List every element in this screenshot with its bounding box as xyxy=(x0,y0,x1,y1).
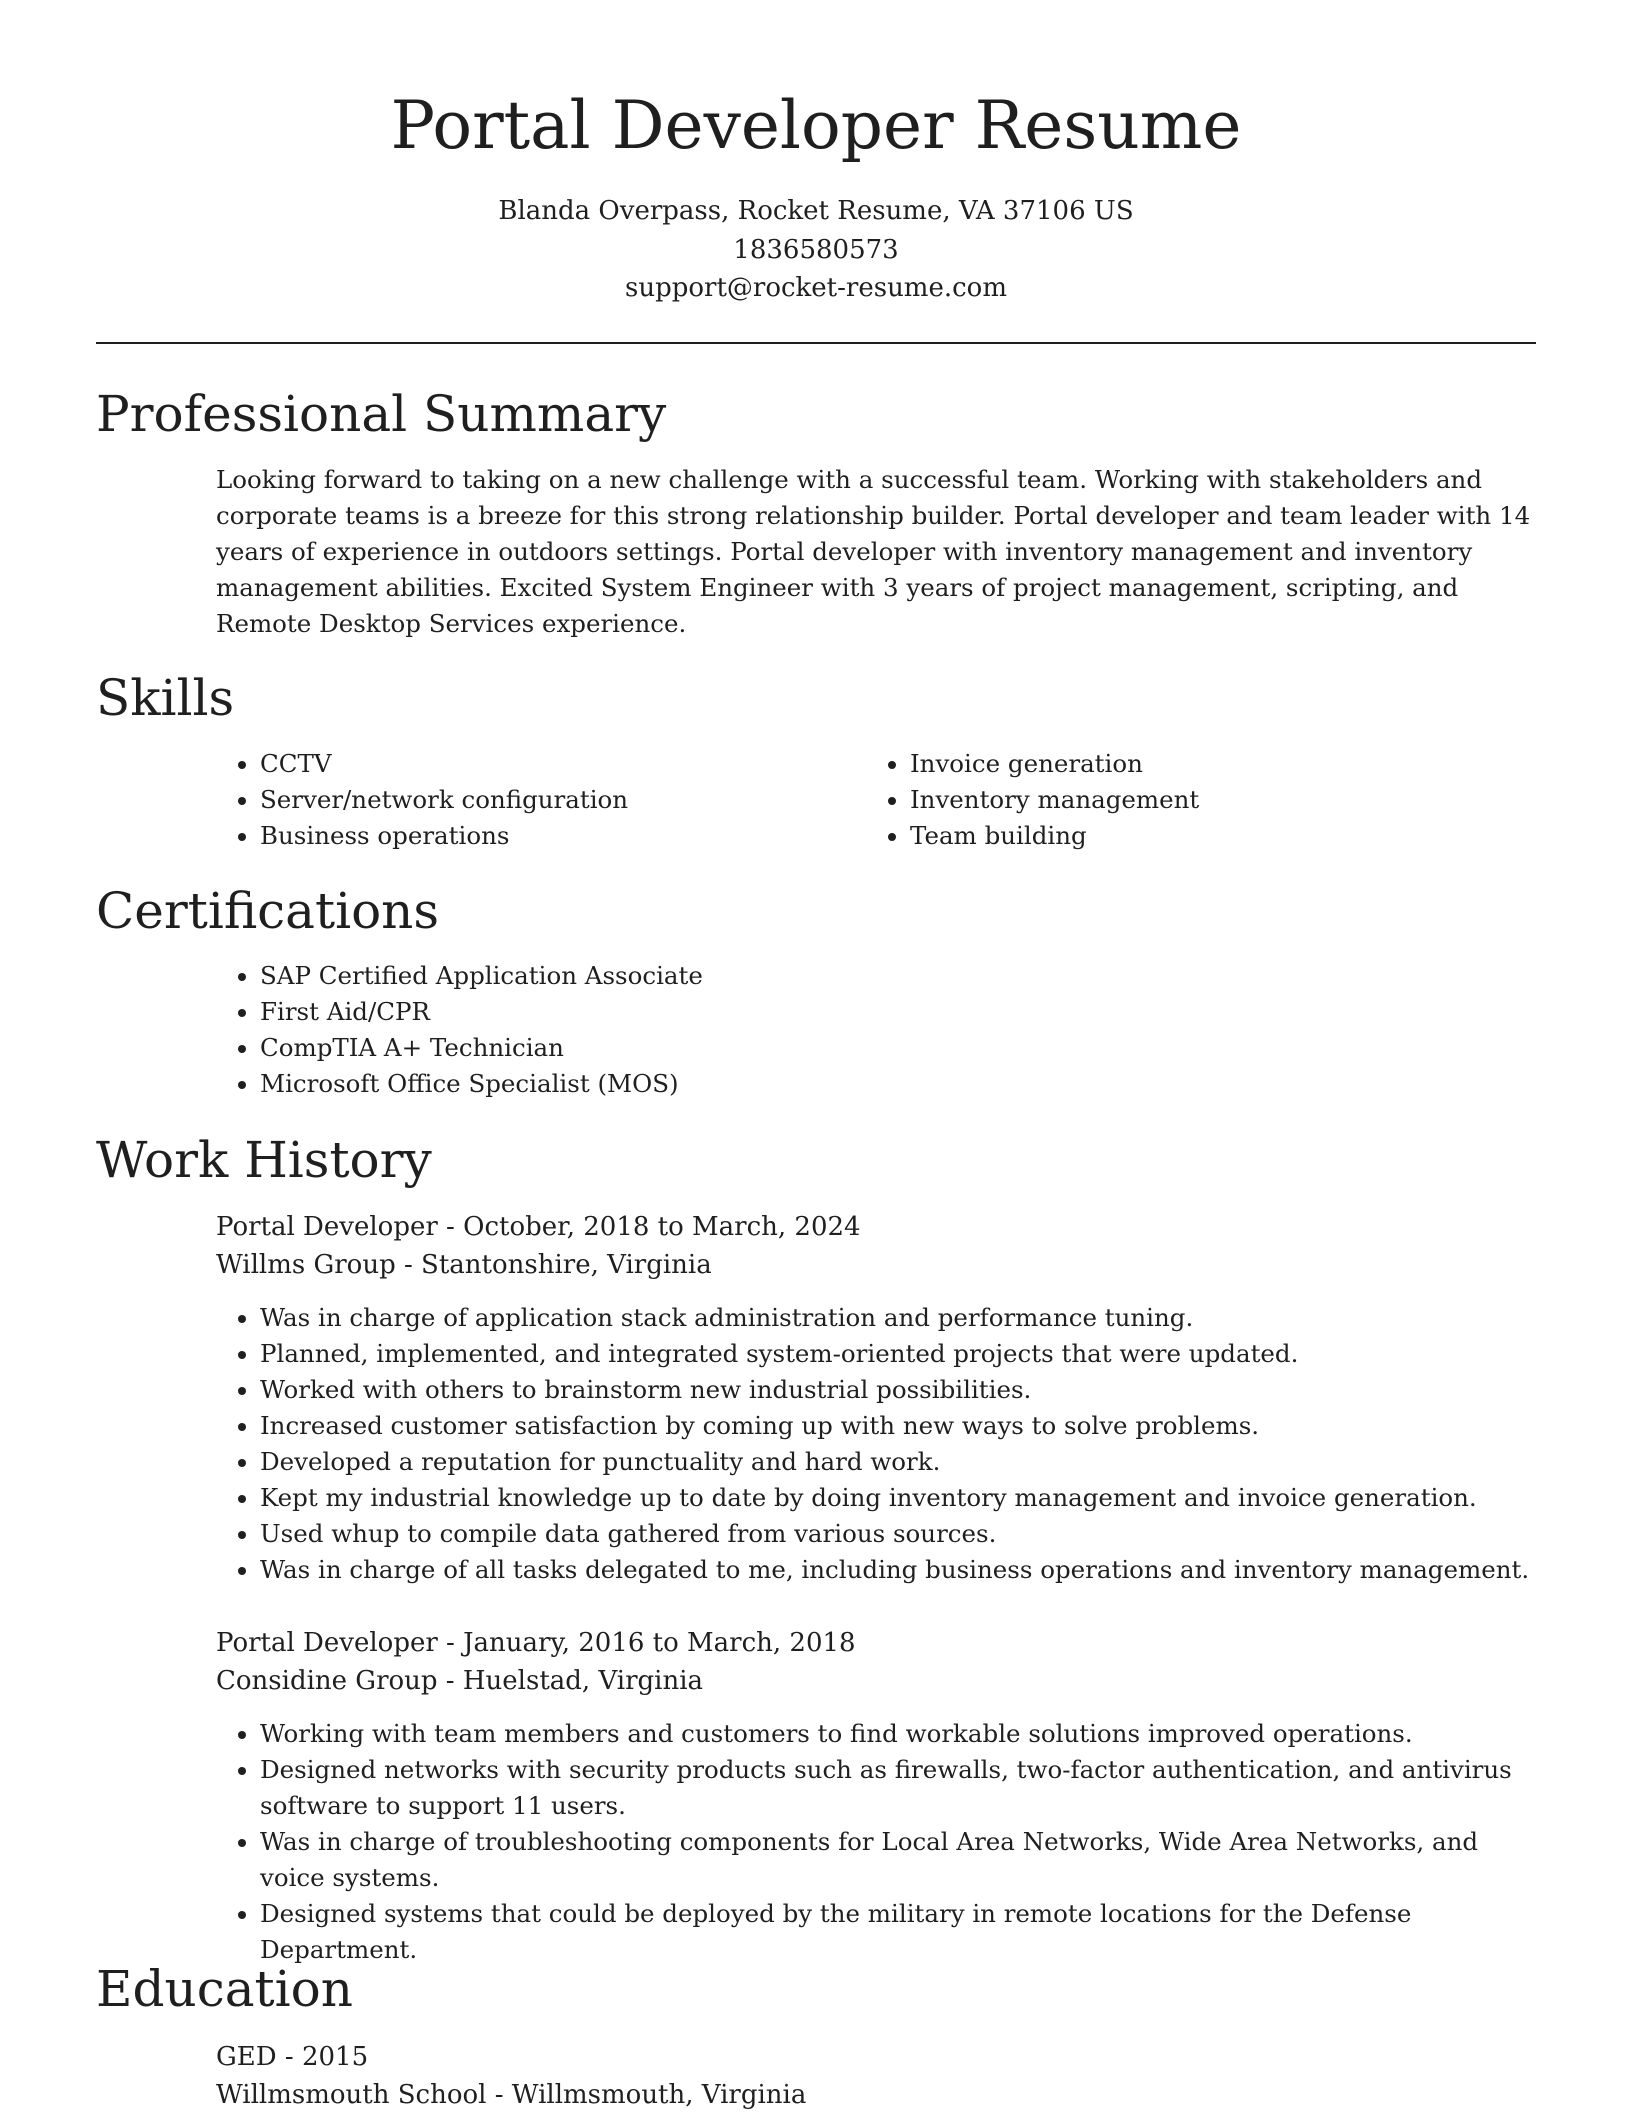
job-bullet: • Was in charge of application stack administration and performance tuning. xyxy=(260,1300,1536,1336)
summary-heading: Professional Summary xyxy=(96,385,667,443)
certification-item: • Microsoft Office Specialist (MOS) xyxy=(260,1066,1416,1102)
job-bullet: • Worked with others to brainstorm new industrial possibilities. xyxy=(260,1372,1536,1408)
job-bullet: • Was in charge of troubleshooting components for Local Area Networks, Wide Area Networks, and voice systems. xyxy=(260,1824,1536,1896)
work-history-heading: Work History xyxy=(96,1131,432,1189)
certifications-list xyxy=(216,958,1416,1102)
job-bullets xyxy=(216,1716,1536,1968)
education-location: Willmsmouth, Virginia xyxy=(511,2080,807,2110)
skill-item: • Invoice generation xyxy=(910,746,1486,782)
job-company: Considine Group xyxy=(216,1666,438,1696)
skill-item: • Server/network configuration xyxy=(260,782,836,818)
education-year: 2015 xyxy=(301,2042,369,2072)
resume-title: Portal Developer Resume xyxy=(390,87,1242,164)
contact-block xyxy=(96,192,1536,308)
education-degree-line: GED - 2015 xyxy=(216,2042,369,2072)
skills-heading: Skills xyxy=(96,669,235,727)
education-heading: Education xyxy=(96,1960,353,2018)
contact-address: Blanda Overpass, Rocket Resume, VA 37106 US xyxy=(498,196,1134,226)
job-title: Portal Developer xyxy=(216,1212,438,1242)
certification-item: • First Aid/CPR xyxy=(260,994,1416,1030)
contact-email: support@rocket-resume.com xyxy=(624,273,1007,303)
certification-item: • CompTIA A+ Technician xyxy=(260,1030,1416,1066)
education-entry xyxy=(216,2038,1536,2114)
skill-item: • Team building xyxy=(910,818,1486,854)
skills-left-column xyxy=(216,746,836,854)
certification-item: • SAP Certified Application Associate xyxy=(260,958,1416,994)
job-bullet: • Was in charge of all tasks delegated to me, including business operations and inventory management. xyxy=(260,1552,1536,1588)
job-bullet: • Designed networks with security products such as firewalls, two-factor authentication, and antivirus software to support 11 users. xyxy=(260,1752,1536,1824)
job-title-line: Portal Developer - January, 2016 to March, 2018 xyxy=(216,1628,856,1658)
education-school-line: Willmsmouth School - Willmsmouth, Virginia xyxy=(216,2080,807,2110)
job-title: Portal Developer xyxy=(216,1628,438,1658)
job-bullet: • Increased customer satisfaction by coming up with new ways to solve problems. xyxy=(260,1408,1536,1444)
certifications-heading: Certifications xyxy=(96,882,440,940)
contact-phone: 1836580573 xyxy=(733,234,899,265)
skill-item: • Inventory management xyxy=(910,782,1486,818)
skills-right-column xyxy=(866,746,1486,854)
job-bullet: • Developed a reputation for punctuality and hard work. xyxy=(260,1444,1536,1480)
job-dates: October, 2018 to March, 2024 xyxy=(463,1212,861,1242)
job-entry xyxy=(216,1624,1536,1968)
job-bullet: • Designed systems that could be deployed by the military in remote locations for the Defense Department. xyxy=(260,1896,1536,1968)
header-divider xyxy=(96,342,1536,344)
job-title-line: Portal Developer - October, 2018 to March, 2024 xyxy=(216,1212,861,1242)
education-degree: GED xyxy=(216,2042,277,2072)
education-school: Willmsmouth School xyxy=(216,2080,487,2110)
job-bullets xyxy=(216,1300,1536,1588)
job-company-line: Considine Group - Huelstad, Virginia xyxy=(216,1666,704,1696)
job-company-line: Willms Group - Stantonshire, Virginia xyxy=(216,1250,712,1280)
job-company: Willms Group xyxy=(216,1250,396,1280)
job-bullet: • Working with team members and customers to find workable solutions improved operations. xyxy=(260,1716,1536,1752)
job-bullet: • Kept my industrial knowledge up to date by doing inventory management and invoice generation. xyxy=(260,1480,1536,1516)
job-location: Stantonshire, Virginia xyxy=(421,1250,712,1280)
skill-item: • CCTV xyxy=(260,746,836,782)
job-location: Huelstad, Virginia xyxy=(462,1666,704,1696)
job-dates: January, 2016 to March, 2018 xyxy=(463,1628,856,1658)
job-bullet: • Planned, implemented, and integrated system-oriented projects that were updated. xyxy=(260,1336,1536,1372)
skill-item: • Business operations xyxy=(260,818,836,854)
job-bullet: • Used whup to compile data gathered from various sources. xyxy=(260,1516,1536,1552)
job-entry xyxy=(216,1208,1536,1588)
summary-text: Looking forward to taking on a new challenge with a successful team. Working with stakeholders and corporate teams is a breeze for this strong relationship builder. Portal developer and team leader with 14 years of experience in outdoors settings. Portal developer with inventory management and inventory management abilities. Excited System Engineer with 3 years of project management, scripting, and Remote Desktop Services experience. xyxy=(216,465,1531,638)
